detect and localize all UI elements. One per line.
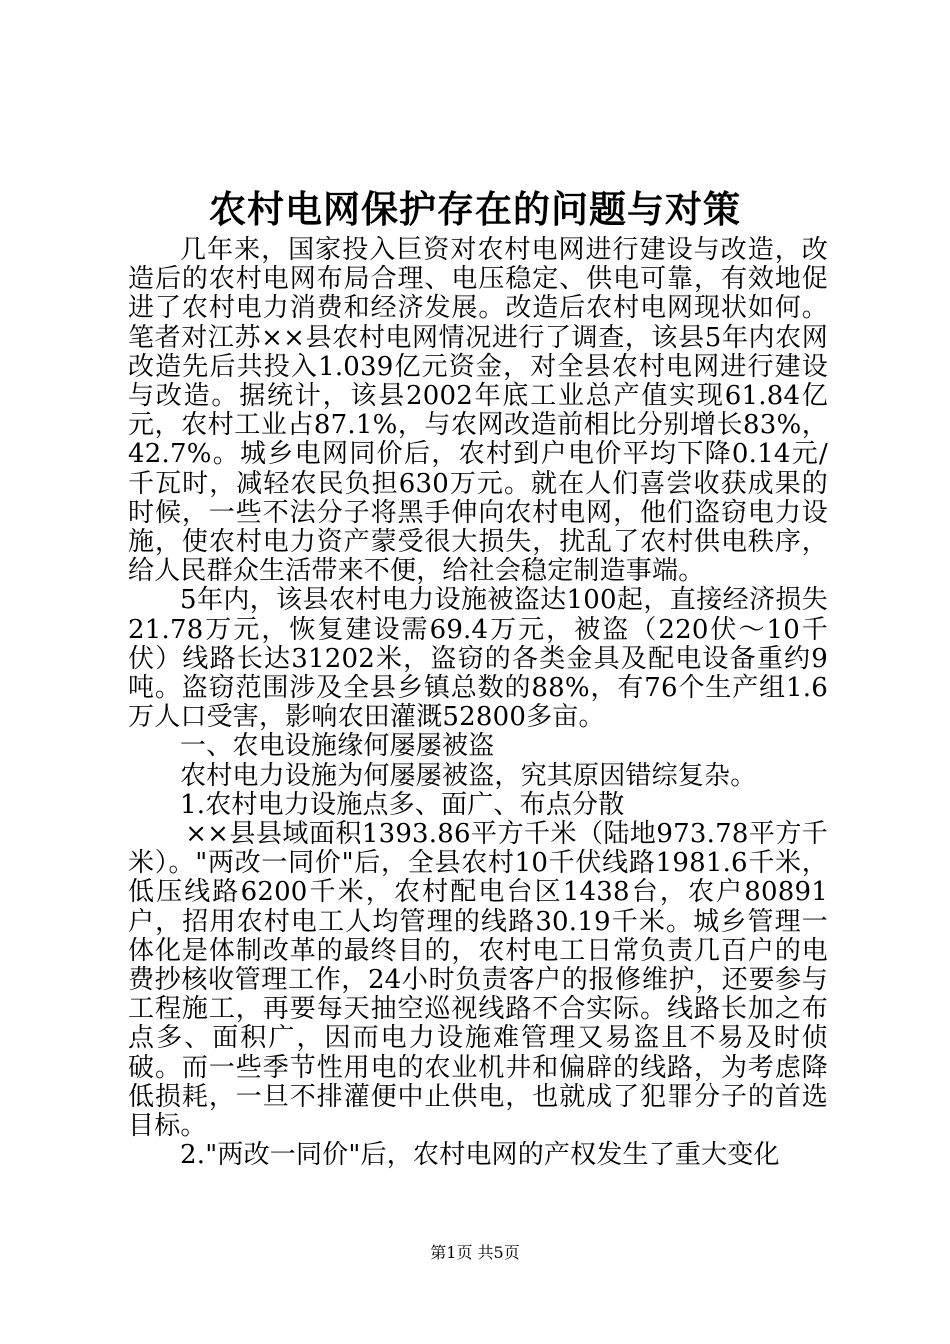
section-heading-1: 一、农电设施缘何屡屡被盗 — [180, 731, 495, 762]
paragraph-intro: 几年来，国家投入巨资对农村电网进行建设与改造，改造后的农村电网布局合理、电压稳定、供电可靠，有效地促进了农村电力消费和经济发展。改造后农村电网现状如何。笔者对江苏××县农村电网情况进行了调查，该县5年内农网改造先后共投入1.039亿元资金，对全县农村电网进行建设与改造。据统计，该县2002年底工业总产值实现61.84亿元，农村工业占87.1%，与农网改造前相比分别增长83%，42.7%。城乡电网同价后，农村到户电价平均下降0.14元/千瓦时，减轻农民负担630万元。就在人们喜尝收获成果的时候，一些不法分子将黑手伸向农村电网，他们盗窃电力设施，使农村电力资产蒙受很大损失，扰乱了农村供电秩序，给人民群众生活带来不便，给社会稳定制造事端。 — [128, 235, 828, 587]
document-body — [128, 236, 828, 1171]
subheading-1: 1.农村电力设施点多、面广、布点分散 — [180, 789, 625, 820]
page-footer: 第1页 共5页 — [430, 1243, 520, 1262]
paragraph-theft-stats: 5年内，该县农村电力设施被盗达100起，直接经济损失21.78万元，恢复建设需69.4万元，被盗（220伏～10千伏）线路长达31202米，盗窃的各类金具及配电设备重约9吨。盗窃范围涉及全县乡镇总数的88%，有76个生产组1.6万人口受害，影响农田灌溉52800多亩。 — [128, 585, 828, 733]
paragraph-county-area: ××县县域面积1393.86平方千米（陆地973.78平方千米）。"两改一同价"后，全县农村10千伏线路1981.6千米，低压线路6200千米，农村配电台区1438台，农户80891户，招用农村电工人均管理的线路30.19千米。城乡管理一体化是体制改革的最终目的，农村电工日常负责几百户的电费抄核收管理工作，24小时负责客户的报修维护，还要参与工程施工，再要每天抽空巡视线路不合实际。线路长加之布点多、面积广，因而电力设施难管理又易盗且不易及时侦破。而一些季节性用电的农业机井和偏辟的线路，为考虑降低损耗，一旦不排灌便中止供电，也就成了犯罪分子的首选目标。 — [128, 819, 828, 1142]
subheading-2: 2."两改一同价"后，农村电网的产权发生了重大变化 — [180, 1140, 780, 1171]
document-title: 农村电网保护存在的问题与对策 — [209, 187, 741, 231]
paragraph-causes: 农村电力设施为何屡屡被盗，究其原因错综复杂。 — [180, 760, 757, 791]
